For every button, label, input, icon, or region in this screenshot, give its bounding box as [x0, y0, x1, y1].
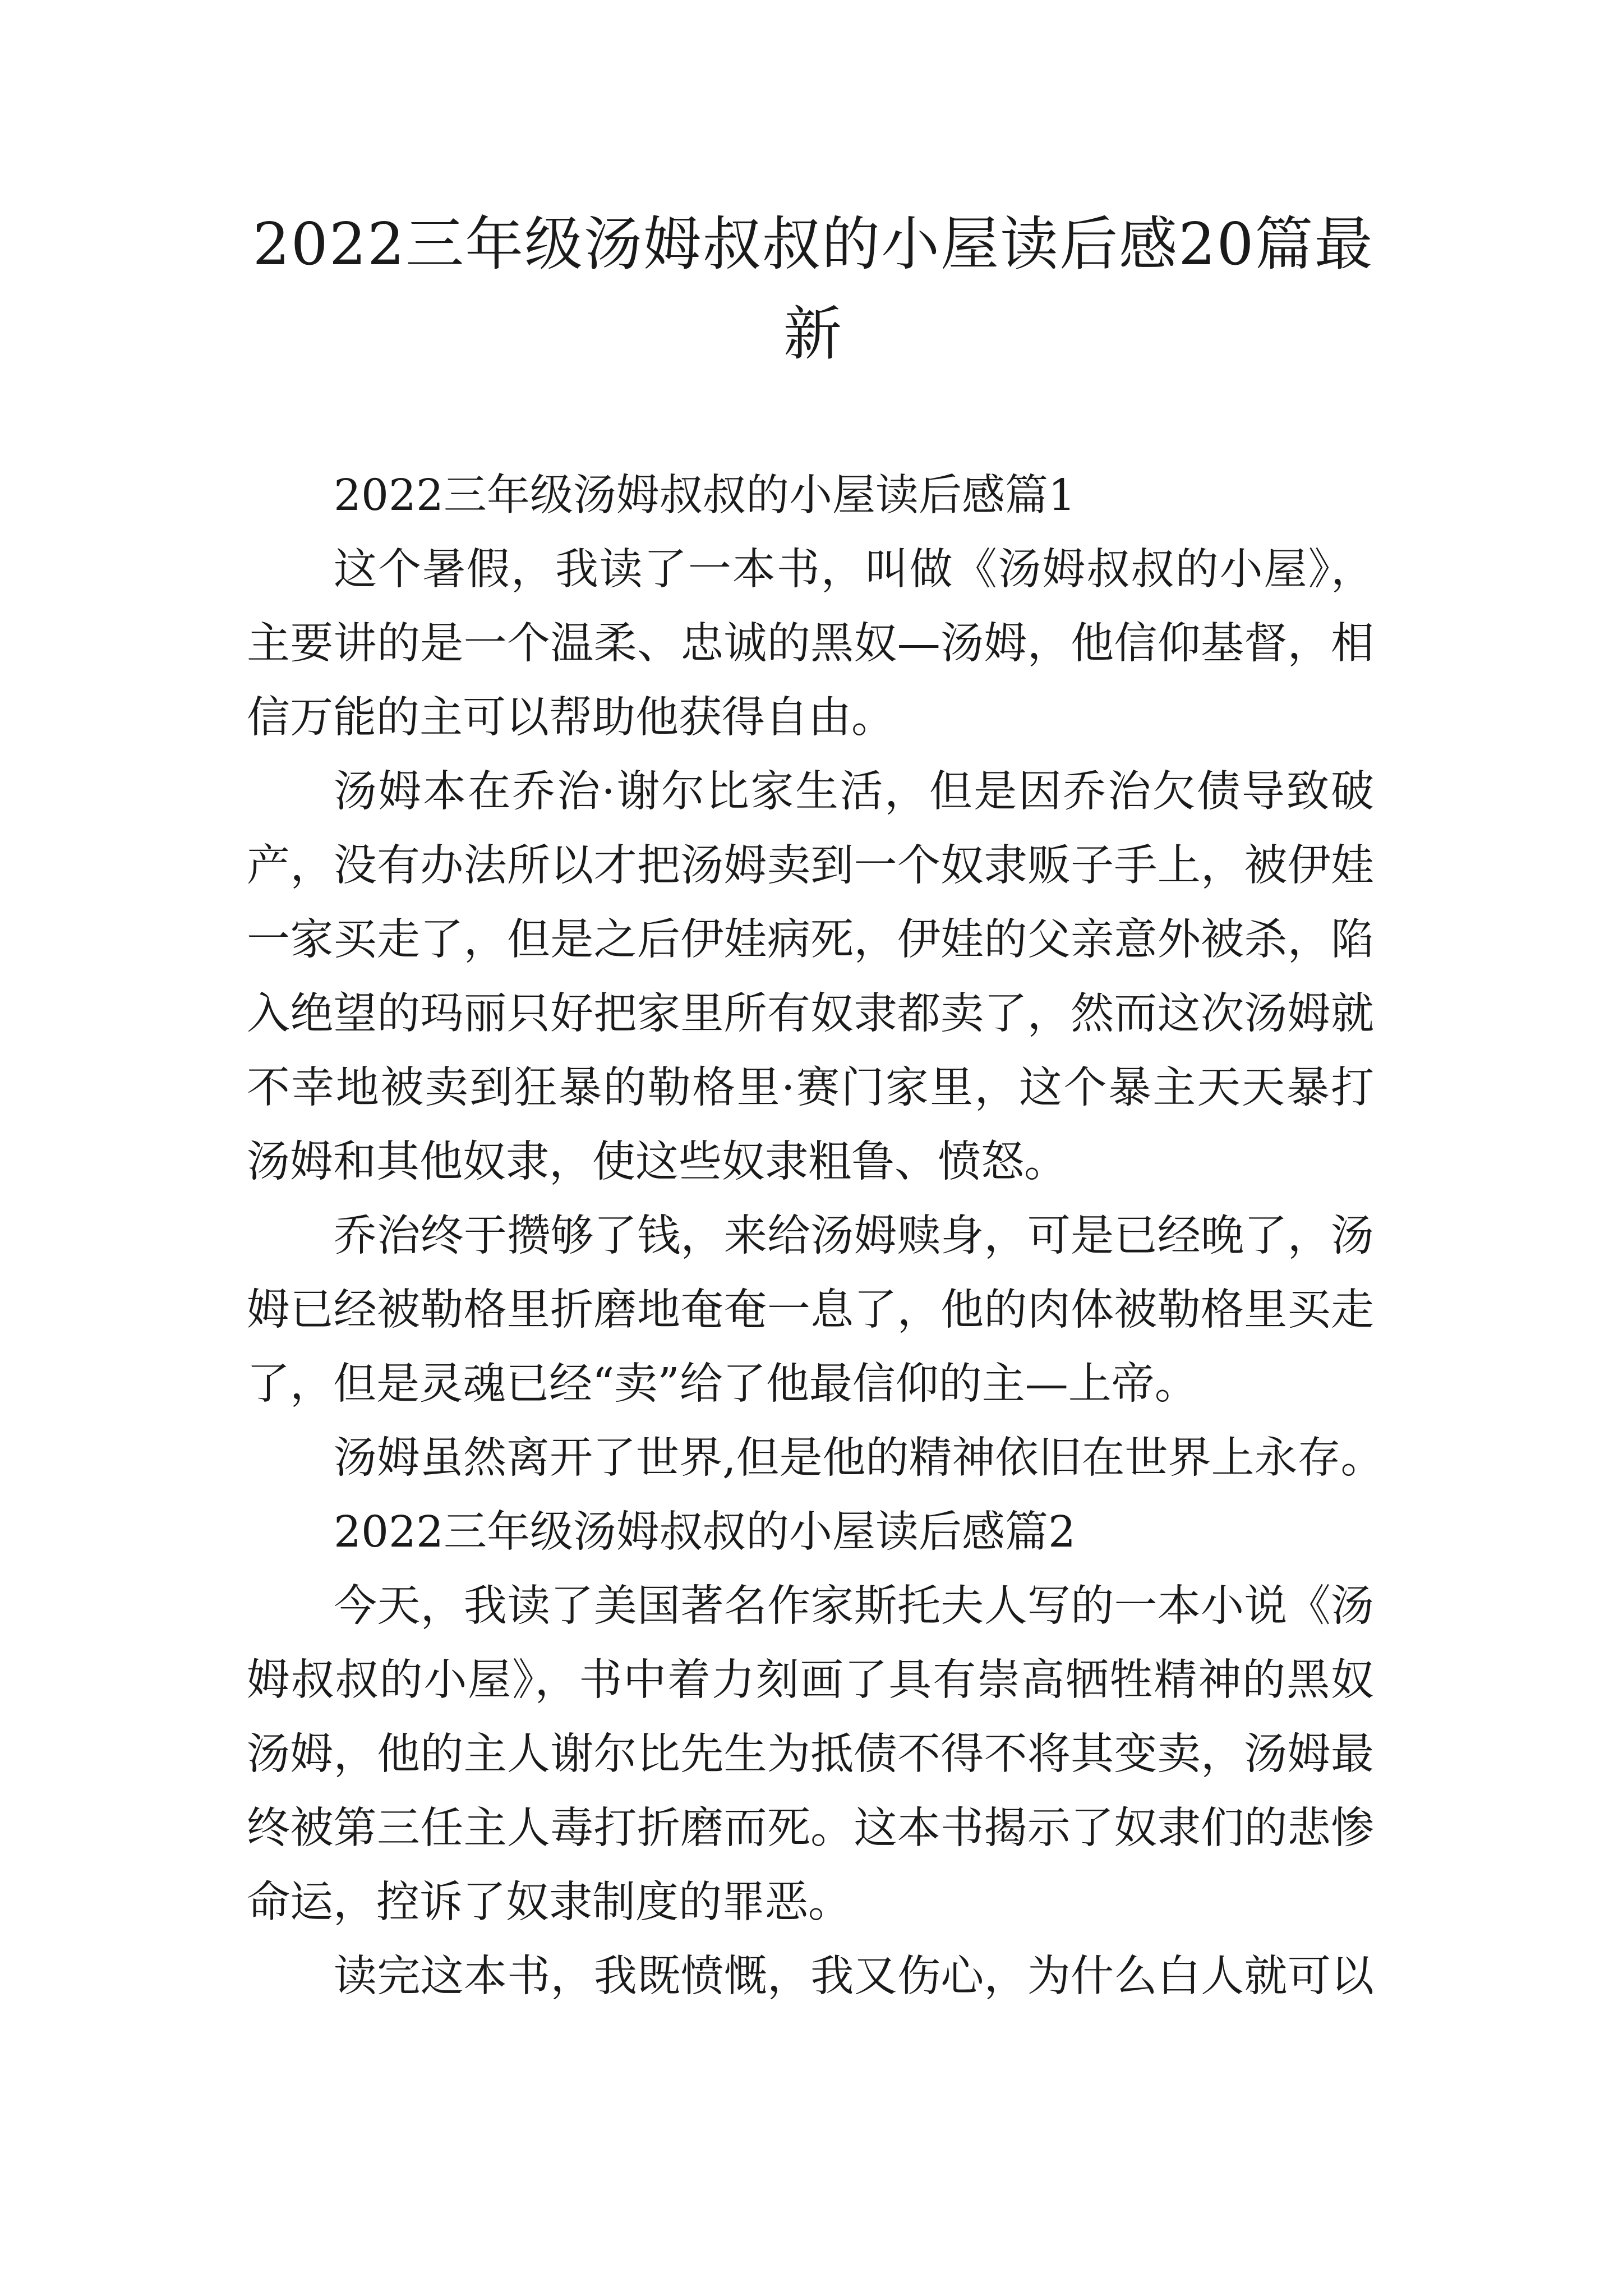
text-line: 汤姆本在乔治·谢尔比家生活，但是因乔治欠债导致破 — [334, 767, 1374, 817]
text-line: 产，没有办法所以才把汤姆卖到一个奴隶贩子手上，被伊娃 — [247, 841, 1374, 891]
text-line: 命运，控诉了奴隶制度的罪恶。 — [247, 1878, 851, 1927]
text-line: 汤姆和其他奴隶，使这些奴隶粗鲁、愤怒。 — [247, 1137, 1067, 1187]
text-line: 汤姆，他的主人谢尔比先生为抵债不得不将其变卖，汤姆最 — [247, 1729, 1374, 1779]
text-line: 这个暑假，我读了一本书，叫做《汤姆叔叔的小屋》， — [334, 545, 1374, 595]
text-line: 汤姆虽然离开了世界,但是他的精神依旧在世界上永存。 — [334, 1433, 1384, 1483]
text-line: 不幸地被卖到狂暴的勒格里·赛门家里，这个暴主天天暴打 — [247, 1063, 1374, 1113]
text-line: 读完这本书，我既愤慨，我又伤心，为什么白人就可以 — [334, 1952, 1374, 2001]
text-line: 主要讲的是一个温柔、忠诚的黑奴—汤姆，他信仰基督，相 — [247, 619, 1374, 669]
text-line: 了，但是灵魂已经“卖”给了他最信仰的主—上帝。 — [247, 1359, 1198, 1409]
document-body — [247, 459, 1384, 2014]
text-line: 乔治终于攒够了钱，来给汤姆赎身，可是已经晚了，汤 — [334, 1211, 1374, 1261]
document-title: 2022三年级汤姆叔叔的小屋读后感20篇最新 — [252, 210, 1374, 368]
text-line: 一家买走了，但是之后伊娃病死，伊娃的父亲意外被杀，陷 — [247, 915, 1374, 965]
text-line: 2022三年级汤姆叔叔的小屋读后感篇1 — [334, 471, 1076, 521]
text-line: 终被第三任主人毒打折磨而死。这本书揭示了奴隶们的悲惨 — [247, 1803, 1374, 1853]
text-line: 姆已经被勒格里折磨地奄奄一息了，他的肉体被勒格里买走 — [247, 1285, 1374, 1335]
text-line: 今天，我读了美国著名作家斯托夫人写的一本小说《汤 — [334, 1581, 1374, 1631]
text-line: 信万能的主可以帮助他获得自由。 — [247, 693, 895, 743]
text-line: 姆叔叔的小屋》，书中着力刻画了具有崇高牺牲精神的黑奴 — [247, 1655, 1374, 1705]
text-line: 入绝望的玛丽只好把家里所有奴隶都卖了，然而这次汤姆就 — [247, 989, 1374, 1039]
text-line: 2022三年级汤姆叔叔的小屋读后感篇2 — [334, 1507, 1076, 1557]
